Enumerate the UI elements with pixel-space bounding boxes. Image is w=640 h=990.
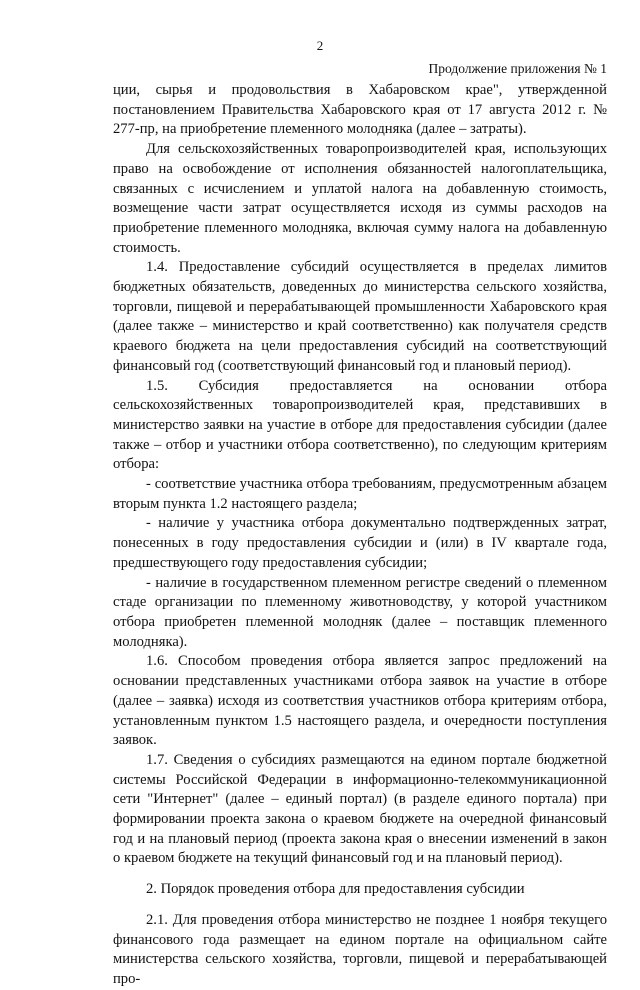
paragraph-continuation: ции, сырья и продовольствия в Хабаровском крае", утвержденной постановлением Правительства Хабаровского края от 17 августа 2012 г. № 277-пр, на приобретение племенного молодняка (далее – затраты). [113,82,607,138]
criterion-2: - наличие у участника отбора документально подтвержденных затрат, понесенных в году предоставления субсидии и (или) в IV квартале года, предшествующего году предоставления субсидии; [113,515,607,571]
page-number: 2 [316,38,324,53]
paragraph-1-5: 1.5. Субсидия предоставляется на основании отбора сельскохозяйственных товаропроизводителей края, представивших в министерство заявки на участие в отборе для предоставления субсидии (далее также – отбор и участники отбора соответственно), по следующим критериям отбора: [113,377,607,473]
paragraph-1-4: 1.4. Предоставление субсидий осуществляется в пределах лимитов бюджетных обязательств, доведенных до министерства сельского хозяйства, торговли, пищевой и перерабатывающей промышленности Хабаровского края (далее также – министерство и край соответственно) как получателя средств краевого бюджета на цели предоставления субсидий на соответствующий финансовый год (соответствующий финансовый год и плановый период). [113,259,607,374]
criterion-3: - наличие в государственном племенном регистре сведений о племенном стаде организации по племенному животноводству, у которой участником отбора приобретен племенной молодняк (далее – поставщик племенного молодняка). [113,574,607,650]
continuation-label: Продолжение приложения № 1 [428,61,607,76]
paragraph-1-6: 1.6. Способом проведения отбора является запрос предложений на основании представленных участниками отбора заявок на участие в отборе (далее – заявка) исходя из соответствия участников отбора критериям отбора, установленным пунктом 1.5 настоящего раздела, и очередности поступления заявок. [113,653,607,749]
paragraph-vat-exemption: Для сельскохозяйственных товаропроизводителей края, использующих право на освобождение от исполнения обязанностей налогоплательщика, связанных с исчислением и уплатой налога на добавленную стоимость, возмещение части затрат осуществляется исходя из суммы расходов на приобретение племенного молодняка, включая сумму налога на добавленную стоимость. [113,141,607,256]
section-heading-2: 2. Порядок проведения отбора для предоставления субсидии [146,881,525,898]
document-body [113,81,607,990]
paragraph-1-7: 1.7. Сведения о субсидиях размещаются на едином портале бюджетной системы Российской Федерации в информационно-телекоммуникационной сети "Интернет" (далее – единый портал) (в разделе единого портала) при формировании проекта закона о краевом бюджете на очередной финансовый год и на плановый период (проекта закона края о внесении изменений в закон о краевом бюджете на текущий финансовый год и на плановый период). [113,751,607,867]
paragraph-2-1: 2.1. Для проведения отбора министерство не позднее 1 ноября текущего финансового года размещает на едином портале на официальном сайте министерства сельского хозяйства, торговли, пищевой и перерабатывающей про- [113,911,607,987]
criterion-1: - соответствие участника отбора требованиям, предусмотренным абзацем вторым пункта 1.2 настоящего раздела; [113,476,607,512]
